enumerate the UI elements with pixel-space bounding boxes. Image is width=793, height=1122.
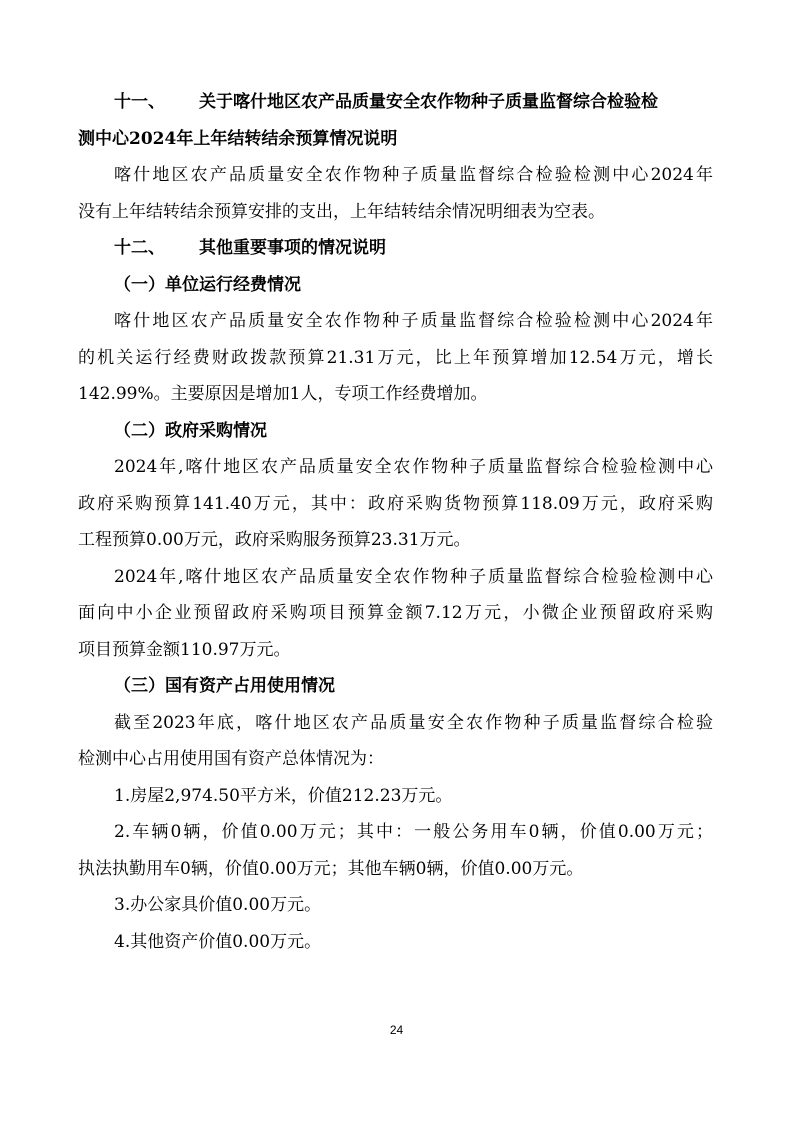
- asset-item-1: 1.房屋2,974.50平方米，价值212.23万元。: [114, 785, 453, 806]
- subsection-3-p1-line1: 截至2023年底，喀什地区农产品质量安全农作物种子质量监督综合检验: [114, 712, 713, 733]
- section-11-para-line2: 没有上年结转结余预算安排的支出，上年结转结余情况明细表为空表。: [78, 201, 605, 222]
- asset-item-4: 4.其他资产价值0.00万元。: [114, 931, 322, 952]
- subsection-2-title: （二）政府采购情况: [114, 420, 267, 441]
- section-11-title-line2: 测中心2024年上年结转结余预算情况说明: [78, 128, 398, 149]
- section-12-number: 十二、: [114, 238, 165, 258]
- subsection-1-line1: 喀什地区农产品质量安全农作物种子质量监督综合检验检测中心2024年: [114, 311, 713, 331]
- subsection-2-p2-line3: 项目预算金额110.97万元。: [78, 639, 291, 660]
- page-content: [78, 84, 713, 960]
- subsection-2-p1-line3: 工程预算0.00万元，政府采购服务预算23.31万元。: [78, 530, 471, 550]
- subsection-1-line3: 142.99%。主要原因是增加1人，专项工作经费增加。: [78, 384, 488, 404]
- subsection-3-p1-line2: 检测中心占用使用国有资产总体情况为：: [78, 749, 384, 769]
- section-11-heading: [78, 84, 713, 121]
- subsection-1-title: （一）单位运行经费情况: [114, 274, 301, 295]
- subsection-2-p2-line1: 2024年,喀什地区农产品质量安全农作物种子质量监督综合检验检测中心: [114, 566, 713, 587]
- section-12-heading: [78, 230, 713, 267]
- subsection-1-line2: 的机关运行经费财政拨款预算21.31万元，比上年预算增加12.54万元，增长: [78, 347, 713, 368]
- subsection-3-title: （三）国有资产占用使用情况: [114, 676, 335, 696]
- asset-item-2-line2: 执法执勤用车0辆，价值0.00万元；其他车辆0辆，价值0.00万元。: [78, 858, 584, 879]
- section-11-para-line1: 喀什地区农产品质量安全农作物种子质量监督综合检验检测中心2024年: [114, 165, 713, 185]
- page-number: 24: [389, 1023, 404, 1037]
- asset-item-2-line1: 2.车辆0辆，价值0.00万元；其中：一般公务用车0辆，价值0.00万元；: [114, 822, 713, 842]
- section-11-number: 十一、: [114, 92, 165, 112]
- subsection-2-p1-line2: 政府采购预算141.40万元，其中：政府采购货物预算118.09万元，政府采购: [78, 493, 713, 514]
- subsection-2-p1-line1: 2024年,喀什地区农产品质量安全农作物种子质量监督综合检验检测中心: [114, 457, 713, 477]
- section-12-title: 其他重要事项的情况说明: [199, 238, 386, 258]
- subsection-2-p2-line2: 面向中小企业预留政府采购项目预算金额7.12万元，小微企业预留政府采购: [78, 603, 713, 623]
- asset-item-3: 3.办公家具价值0.00万元。: [114, 895, 322, 915]
- section-11-title-line1: 关于喀什地区农产品质量安全农作物种子质量监督综合检验检: [199, 92, 658, 112]
